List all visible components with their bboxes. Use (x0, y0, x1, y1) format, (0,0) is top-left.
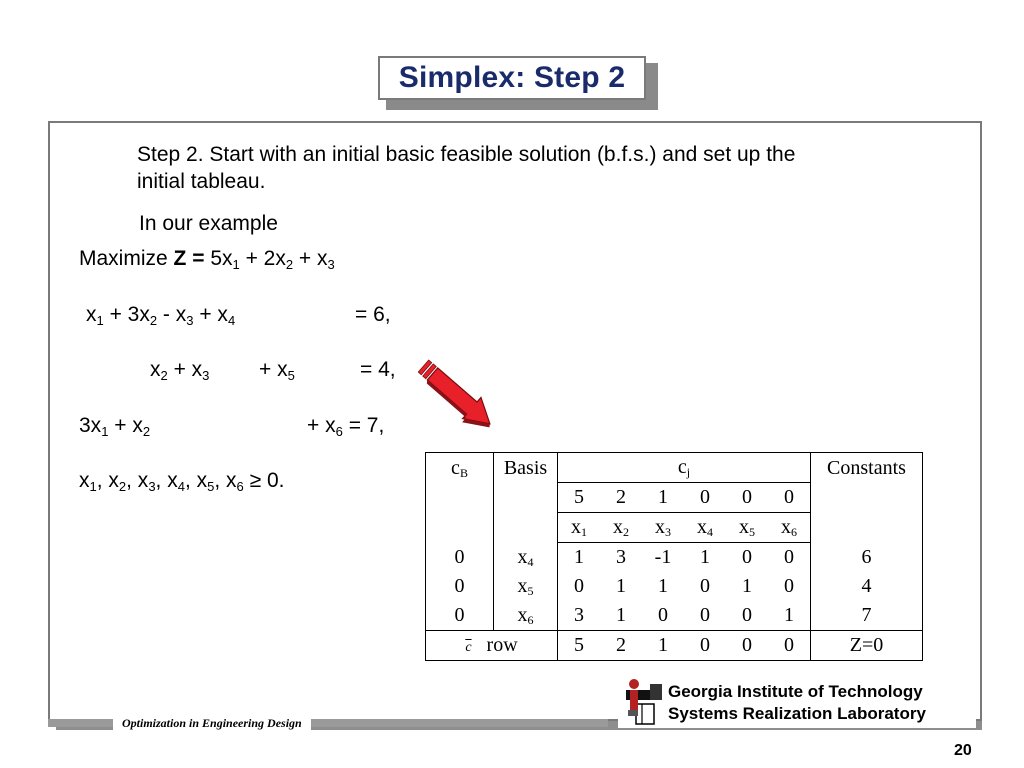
coef-cell: 0 (768, 543, 811, 573)
var-header: $x_5$ (726, 513, 768, 543)
cj-value: 0 (768, 483, 811, 513)
coef-cell: 0 (700, 575, 710, 597)
constraint-3-slack: + $x_6 = 7$, (307, 414, 385, 439)
coef-cell: 1 (658, 575, 668, 597)
constant-cell: 4 (811, 572, 923, 601)
table-row (426, 601, 923, 631)
coef-cell: 1 (768, 601, 811, 631)
header-constants: Constants (811, 453, 923, 543)
coef-cell: 3 (616, 546, 626, 568)
coef-cell: 1 (742, 575, 752, 597)
header-cj: $c_j$ (558, 453, 811, 483)
objective-function: Maximize $Z = 5x_1 + 2x_2 + x_3$ (79, 247, 335, 272)
cb-cell: 0 (426, 572, 494, 601)
table-row (426, 572, 923, 601)
coef-cell: 0 (768, 572, 811, 601)
cbar-value: 0 (768, 631, 811, 661)
cb-cell: 0 (426, 601, 494, 631)
arrow-icon (418, 356, 508, 436)
basis-cell: $x_4$ (494, 543, 558, 573)
cb-cell: 0 (426, 543, 494, 573)
cbar-label: $\overline{c}$ row (426, 631, 558, 661)
cbar-value: 2 (600, 631, 642, 661)
coef-cell: 0 (558, 572, 601, 601)
basis-cell: $x_5$ (494, 572, 558, 601)
coef-cell: 0 (684, 601, 726, 631)
title-box (378, 56, 646, 100)
cbar-value: 5 (558, 631, 601, 661)
var-header: $x_6$ (768, 513, 811, 543)
constraint-1-lhs: $x_1 + 3x_2 - x_3 + x_4$ (86, 303, 236, 328)
var-header: $x_1$ (558, 513, 601, 543)
cj-value: 2 (600, 483, 642, 513)
step-line-2: initial tableau. (137, 170, 266, 193)
coef-cell: 0 (726, 601, 768, 631)
objective-value-cell: Z=0 (811, 631, 923, 661)
lab-name: Systems Realization Laboratory (668, 704, 926, 723)
header-basis: Basis (494, 453, 558, 543)
cbar-value: 1 (642, 631, 684, 661)
table-row (426, 543, 923, 573)
cj-value: 1 (642, 483, 684, 513)
institute-name: Georgia Institute of Technology (668, 682, 923, 701)
page-number: 20 (954, 742, 972, 759)
basis-cell: $x_6$ (494, 601, 558, 631)
cj-value: 0 (726, 483, 768, 513)
coef-cell: 3 (558, 601, 601, 631)
var-header: $x_3$ (642, 513, 684, 543)
header-cb: $c_B$ (426, 453, 494, 543)
slide-title: Simplex: Step 2 (398, 61, 626, 94)
cj-value: 5 (558, 483, 601, 513)
constraint-2-rhs: = 4, (360, 358, 396, 381)
footer-course-title: Optimization in Engineering Design (113, 716, 311, 731)
cj-value: 0 (684, 483, 726, 513)
coef-cell: 1 (558, 543, 601, 573)
cbar-value: 0 (726, 631, 768, 661)
constant-cell: 6 (811, 543, 923, 573)
constraint-2-slack: + $x_5$ (259, 358, 295, 383)
lab-logo-icon (624, 676, 664, 726)
cbar-row (426, 631, 923, 661)
constraint-3-lhs: $3x_1 + x_2$ (79, 414, 151, 439)
example-intro: In our example (139, 212, 278, 235)
cbar-value: 0 (684, 631, 726, 661)
coef-cell: 1 (616, 575, 626, 597)
coef-cell: -1 (654, 546, 672, 568)
step-line-1: Step 2. Start with an initial basic feasible solution (b.f.s.) and set up the (137, 143, 796, 166)
coef-cell: 1 (700, 546, 710, 568)
constraint-2-lhs: $x_2 + x_3$ (150, 358, 210, 383)
simplex-tableau (425, 452, 923, 661)
coef-cell: 0 (742, 546, 752, 568)
coef-cell: 1 (600, 601, 642, 631)
constant-cell: 7 (811, 601, 923, 631)
coef-cell: 0 (642, 601, 684, 631)
var-header: $x_2$ (600, 513, 642, 543)
constraint-1-rhs: = 6, (355, 303, 391, 326)
nonnegativity: $x_1$, $x_2$, $x_3$, $x_4$, $x_5$, $x_6 \ge 0$. (79, 469, 285, 494)
var-header: $x_4$ (684, 513, 726, 543)
